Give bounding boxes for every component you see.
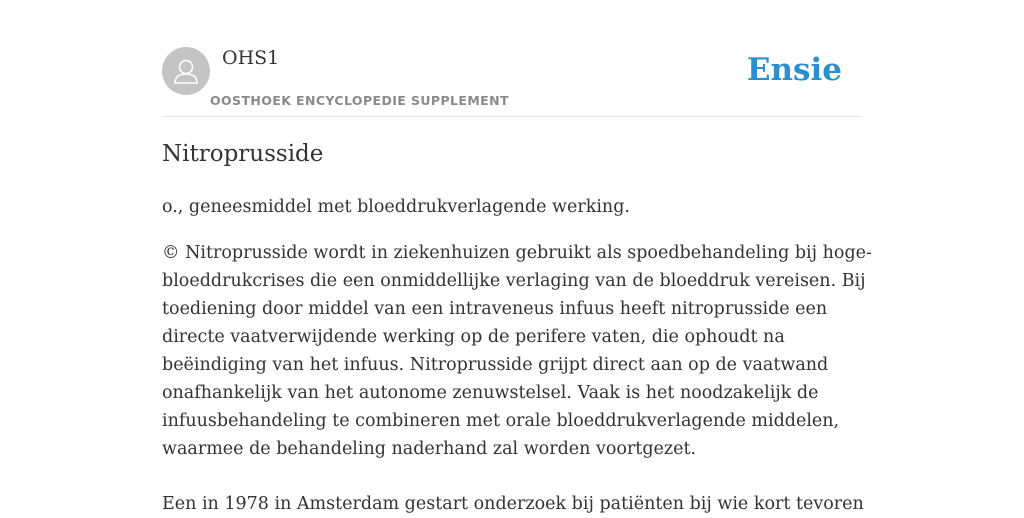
source-label[interactable]: OOSTHOEK ENCYCLOPEDIE SUPPLEMENT bbox=[210, 93, 509, 108]
site-logo[interactable]: Ensie bbox=[746, 52, 842, 88]
user-icon bbox=[162, 47, 210, 95]
article-title: Nitroprusside bbox=[162, 141, 324, 167]
article-header bbox=[162, 0, 862, 117]
author-name[interactable]: OHS1 bbox=[222, 47, 280, 69]
paragraph-line: toediening door middel van een intraveneus infuus heeft nitroprusside een bbox=[162, 299, 828, 319]
paragraph-line: onafhankelijk van het autonome zenuwstelsel. Vaak is het noodzakelijk de bbox=[162, 383, 819, 403]
article-definition: o., geneesmiddel met bloeddrukverlagende werking. bbox=[162, 197, 630, 217]
article-paragraph bbox=[162, 239, 872, 463]
paragraph-line: beëindiging van het infuus. Nitroprusside grijpt direct aan op de vaatwand bbox=[162, 355, 829, 375]
article-page bbox=[162, 0, 872, 514]
paragraph-line: directe vaatverwijdende werking op de perifere vaten, die ophoudt na bbox=[162, 327, 785, 347]
avatar[interactable] bbox=[162, 47, 210, 95]
paragraph-line: infuusbehandeling te combineren met orale bloeddrukverlagende middelen, bbox=[162, 411, 840, 431]
paragraph-line: Een in 1978 in Amsterdam gestart onderzoek bij patiënten bij wie kort tevoren bbox=[162, 494, 864, 514]
article-paragraph bbox=[162, 490, 864, 518]
paragraph-line: © Nitroprusside wordt in ziekenhuizen gebruikt als spoedbehandeling bij hoge- bbox=[162, 243, 872, 263]
paragraph-line: waarmee de behandeling naderhand zal worden voortgezet. bbox=[162, 439, 697, 459]
paragraph-line: bloeddrukcrises die een onmiddellijke verlaging van de bloeddruk vereisen. Bij bbox=[162, 271, 866, 291]
